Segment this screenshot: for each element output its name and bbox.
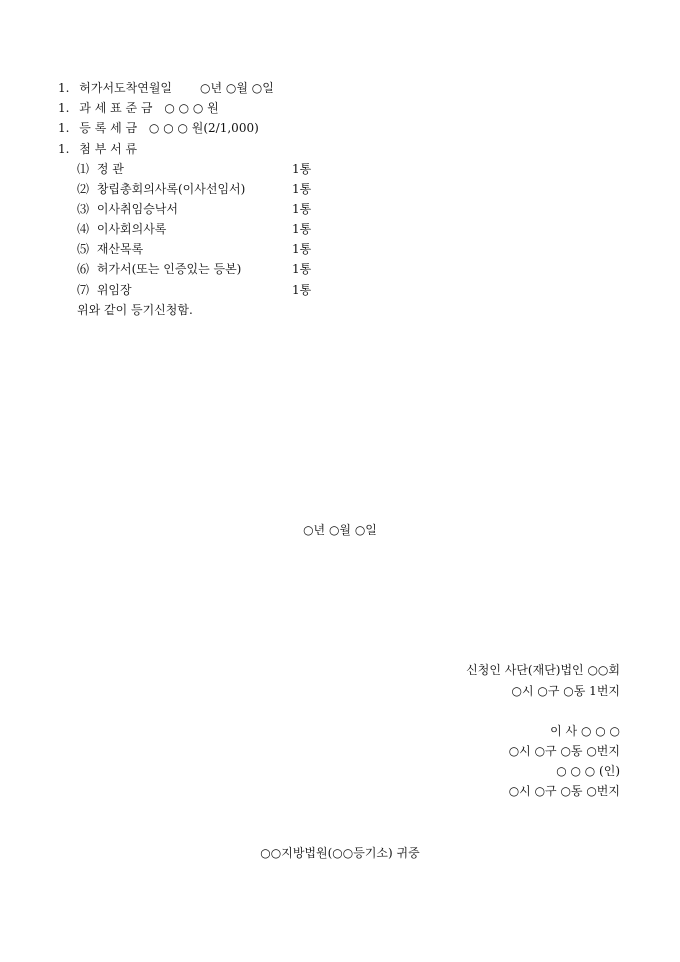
label: 등 록 세 금 — [79, 121, 138, 135]
item-name: 위임장 — [96, 283, 132, 297]
line-arrival-date — [58, 80, 274, 96]
addressee: ○○지방법원(○○등기소) 귀중 — [260, 846, 420, 860]
attachment-item — [77, 161, 124, 177]
bullet: 1. — [58, 142, 70, 156]
attachment-item — [77, 221, 166, 237]
value: ○ ○ ○ 원 — [164, 101, 219, 115]
item-number: ⑷ — [77, 222, 90, 236]
document-date: ○년 ○월 ○일 — [303, 523, 377, 537]
item-name: 이사회의사록 — [96, 222, 167, 236]
item-count: 1통 — [292, 242, 312, 256]
line-registration-tax — [58, 120, 259, 136]
value: ○년 ○월 ○일 — [200, 81, 274, 95]
bullet: 1. — [58, 121, 70, 135]
item-number: ⑶ — [77, 202, 90, 216]
line-tax-base — [58, 100, 219, 116]
item-count: 1통 — [292, 262, 312, 276]
item-name: 창립총회의사록(이사선임서) — [96, 182, 246, 196]
label: 과 세 표 준 금 — [79, 101, 153, 115]
item-count: 1통 — [292, 283, 312, 297]
item-name: 허가서(또는 인증있는 등본) — [96, 262, 242, 276]
line-attachments-heading — [58, 141, 137, 157]
value: ○ ○ ○ 원(2/1,000) — [148, 121, 259, 135]
bullet: 1. — [58, 81, 70, 95]
item-count: 1통 — [292, 182, 312, 196]
item-name: 이사취임승낙서 — [96, 202, 178, 216]
director-address: ○시 ○구 ○동 ○번지 — [508, 744, 620, 758]
attachment-item — [77, 241, 143, 257]
director-label: 이 사 ○ ○ ○ — [550, 724, 620, 738]
item-number: ⑵ — [77, 182, 90, 196]
label: 첨 부 서 류 — [79, 142, 138, 156]
item-count: 1통 — [292, 202, 312, 216]
attachment-item — [77, 261, 241, 277]
applicant-address: ○시 ○구 ○동 1번지 — [511, 684, 620, 698]
item-number: ⑸ — [77, 242, 90, 256]
label: 허가서도착연월일 — [79, 81, 173, 95]
item-name: 정 관 — [96, 162, 124, 176]
item-count: 1통 — [292, 162, 312, 176]
item-name: 재산목록 — [96, 242, 144, 256]
bullet: 1. — [58, 101, 70, 115]
item-number: ⑹ — [77, 262, 90, 276]
representative-name: ○ ○ ○ (인) — [556, 764, 620, 778]
representative-address: ○시 ○구 ○동 ○번지 — [508, 784, 620, 798]
attachment-item — [77, 282, 132, 298]
item-number: ⑴ — [77, 162, 90, 176]
closing-statement: 위와 같이 등기신청함. — [77, 303, 193, 317]
attachment-item — [77, 181, 245, 197]
item-count: 1통 — [292, 222, 312, 236]
item-number: ⑺ — [77, 283, 90, 297]
attachment-item — [77, 201, 178, 217]
applicant-name: 신청인 사단(재단)법인 ○○회 — [466, 663, 620, 677]
